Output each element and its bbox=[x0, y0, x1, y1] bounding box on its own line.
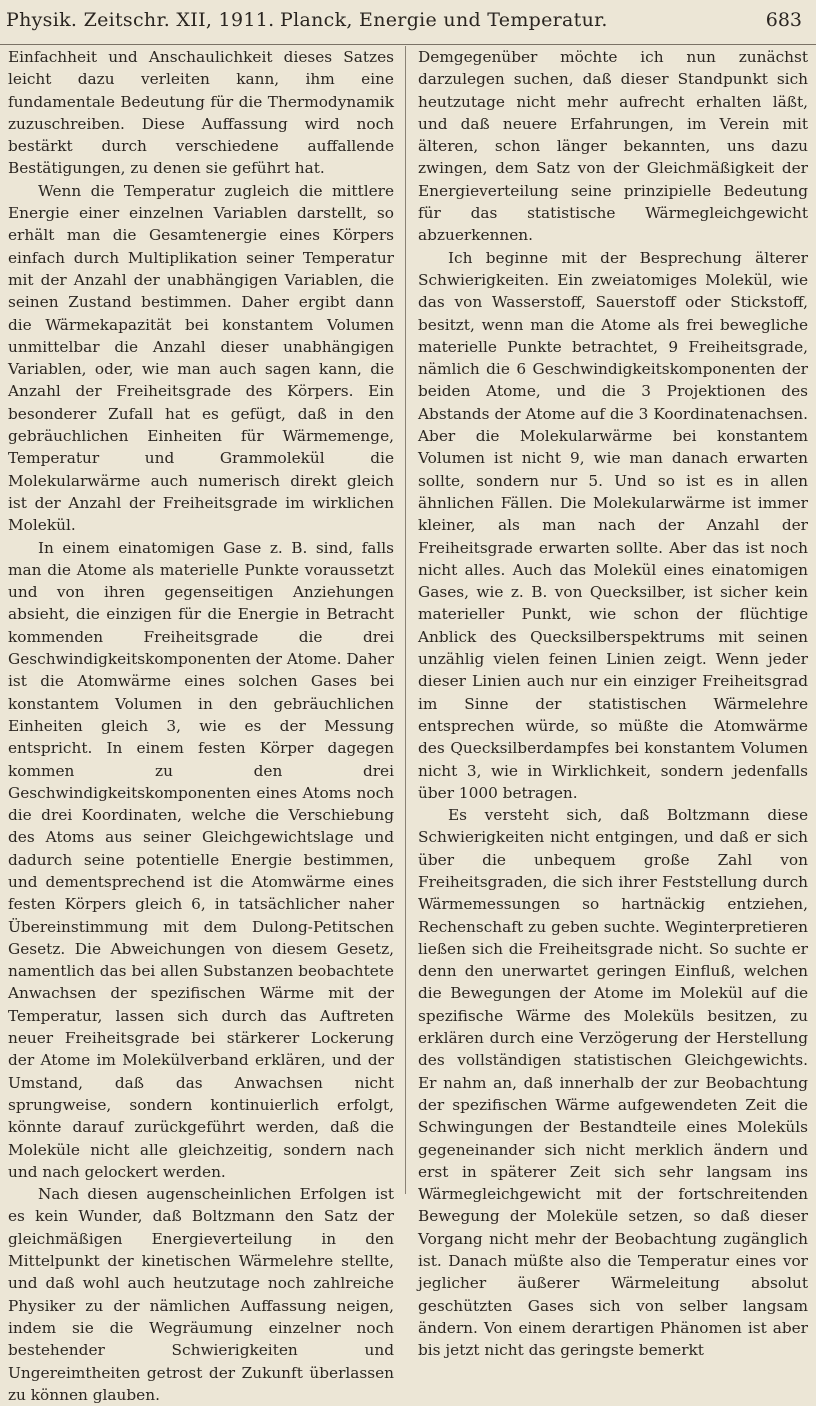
paragraph: Demgegenüber möchte ich nun zunächst darzulegen suchen, daß dieser Standpunkt sich heutzutage nicht mehr aufrecht erhalten läßt, und daß neuere Erfahrungen, im Verein mit älteren, schon länger bekannten, uns dazu zwingen, dem Satz von der Gleichmäßigkeit der Energieverteilung seine prinzipielle Bedeutung für das statistische Wärmegleichgewicht abzuerkennen. bbox=[418, 48, 808, 245]
left-column bbox=[8, 46, 394, 1404]
paragraph: Einfachheit und Anschaulichkeit dieses Satzes leicht dazu verleiten kann, ihm eine fundamentale Bedeutung für die Thermodynamik zuzuschreiben. Diese Auffassung wird noch bestärkt durch verschiedene auffallende Bestätigungen, zu denen sie geführt hat. bbox=[8, 48, 394, 178]
paragraph: Nach diesen augenscheinlichen Erfolgen ist es kein Wunder, daß Boltzmann den Satz der gleichmäßigen Energieverteilung in den Mittelpunkt der kinetischen Wärmelehre stellte, und daß wohl auch heutzutage noch zahlreiche Physiker zu der nämlichen Auffassung neigen, indem sie die Wegräumung einzelner noch bestehender Schwierigkeiten und Ungereimtheiten getrost der Zukunft überlassen zu können glauben. bbox=[8, 1185, 394, 1404]
right-column bbox=[418, 46, 808, 1360]
journal-citation: Physik. Zeitschr. XII, 1911. bbox=[6, 9, 275, 31]
paragraph: In einem einatomigen Gase z. B. sind, falls man die Atome als materielle Punkte voraussetzt und von ihren gegenseitigen Anziehungen absieht, die einzigen für die Energie in Betracht kommenden Freiheitsgrade die drei Geschwindigkeitskomponenten der Atome. Daher ist die Atomwärme eines solchen Gases bei konstantem Volumen in den gebräuchlichen Einheiten gleich 3, wie es der Messung entspricht. In einem festen Körper dagegen kommen zu den drei Geschwindigkeitskomponenten eines Atoms noch die drei Koordinaten, welche die Verschiebung des Atoms aus seiner Gleichgewichtslage und dadurch seine potentielle Energie bestimmen, und dementsprechend ist die Atomwärme eines festen Körpers gleich 6, in tatsächlicher naher Übereinstimmung mit dem Dulong-Petitschen Gesetz. Die Abweichungen von diesem Gesetz, namentlich das bei allen Substanzen beobachtete Anwachsen der spezifischen Wärme mit der Temperatur, lassen sich durch das Auftreten neuer Freiheitsgrade bei stärkerer Lockerung der Atome im Molekülverband erklären, und der Umstand, daß das Anwachsen nicht sprungweise, sondern kontinuierlich erfolgt, könnte darauf zurückgeführt werden, daß die Moleküle nicht alle gleichzeitig, sondern nach und nach gelockert werden. bbox=[8, 538, 394, 1181]
paragraph: Es versteht sich, daß Boltzmann diese Schwierigkeiten nicht entgingen, und daß er sich über die unbequem große Zahl von Freiheitsgraden, die sich ihrer Feststellung durch Wärmemessungen so hartnäckig entziehen, Rechenschaft zu geben suchte. Weginterpretieren ließen sich die Freiheitsgrade nicht. So suchte er denn den unerwartet geringen Einfluß, welchen die Bewegungen der Atome im Molekül auf die spezifische Wärme des Moleküls besitzen, zu erklären durch eine Verzögerung der Herstellung des vollständigen statistischen Gleichgewichts. Er nahm an, daß innerhalb der zur Beobachtung der spezifischen Wärme aufgewendeten Zeit die Schwingungen der Bestandteile eines Moleküls gegeneinander sich nicht merklich ändern und erst in späterer Zeit sich sehr langsam ins Wärmegleichgewicht mit der fortschreitenden Bewegung der Moleküle setzen, so daß dieser Vorgang nicht mehr der Beobachtung zugänglich ist. Danach müßte also die Temperatur eines vor jeglicher äußerer Wärmeleitung absolut geschützten Gases sich von selber langsam ändern. Von einem derartigen Phänomen ist aber bis jetzt nicht das geringste bemerkt bbox=[418, 806, 808, 1360]
paragraph: Wenn die Temperatur zugleich die mittlere Energie einer einzelnen Variablen darstellt, so erhält man die Gesamtenergie eines Körpers einfach durch Multiplikation seiner Temperatur mit der Anzahl der unabhängigen Variablen, die seinen Zustand bestimmen. Daher ergibt dann die Wärmekapazität bei konstantem Volumen unmittelbar die Anzahl dieser unabhängigen Variablen, oder, wie man auch sagen kann, die Anzahl der Freiheitsgrade des Körpers. Ein besonderer Zufall hat es gefügt, daß in den gebräuchlichen Einheiten für Wärmemenge, Temperatur und Grammolekül die Molekularwärme auch numerisch direkt gleich ist der Anzahl der Freiheitsgrade im wirklichen Molekül. bbox=[8, 181, 394, 535]
paragraph: Ich beginne mit der Besprechung älterer Schwierigkeiten. Ein zweiatomiges Molekül, wie das von Wasserstoff, Sauerstoff oder Stickstoff, besitzt, wenn man die Atome als frei bewegliche materielle Punkte betrachtet, 9 Freiheitsgrade, nämlich die 6 Geschwindigkeitskomponenten der beiden Atome, und die 3 Projektionen des Abstands der Atome auf die 3 Koordinatenachsen. Aber die Molekularwärme bei konstantem Volumen ist nicht 9, wie man danach erwarten sollte, sondern nur 5. Und so ist es in allen ähnlichen Fällen. Die Molekularwärme ist immer kleiner, als man nach der Anzahl der Freiheitsgrade erwarten sollte. Aber das ist noch nicht alles. Auch das Molekül eines einatomigen Gases, wie z. B. von Quecksilber, ist sicher kein materieller Punkt, wie schon der flüchtige Anblick des Quecksilberspektrums mit seinen unzählig vielen feinen Linien zeigt. Wenn jeder dieser Linien auch nur ein einziger Freiheitsgrad im Sinne der statistischen Wärmelehre entsprechen würde, so müßte die Atomwärme des Quecksilberdampfes bei konstantem Volumen nicht 3, wie in Wirklichkeit, sondern jedenfalls über 1000 betragen. bbox=[418, 248, 808, 802]
article-running-title: Planck, Energie und Temperatur. bbox=[280, 9, 608, 31]
column-divider bbox=[405, 46, 406, 1194]
running-header bbox=[0, 0, 816, 45]
page-number: 683 bbox=[765, 9, 802, 31]
